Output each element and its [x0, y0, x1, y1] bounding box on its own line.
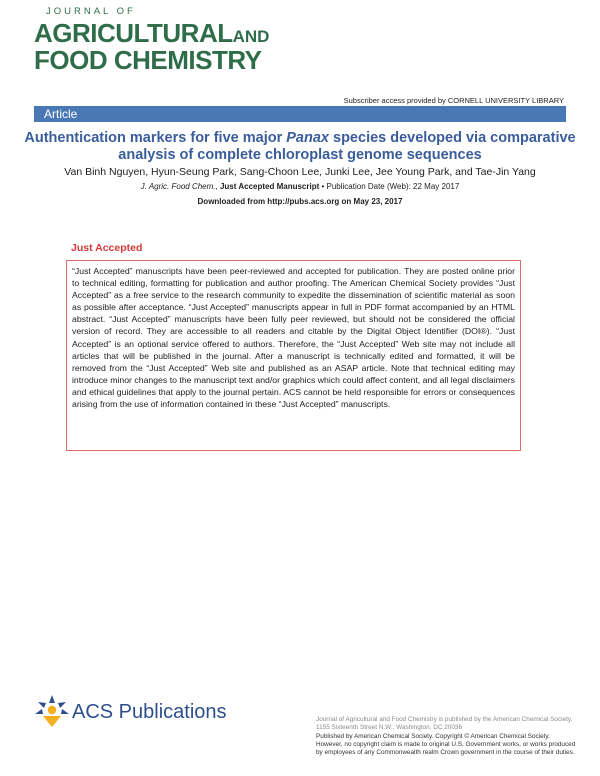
citation-journal: J. Agric. Food Chem.: [140, 182, 216, 191]
journal-small-label: JOURNAL OF: [46, 6, 136, 17]
citation-status: Just Accepted Manuscript: [219, 182, 320, 191]
acs-publications-logo-text: ACS Publications: [72, 701, 227, 723]
citation-date: Publication Date (Web): 22 May 2017: [326, 182, 460, 191]
download-notice: Downloaded from http://pubs.acs.org on May 23, 2017: [197, 197, 403, 206]
subscriber-access: Subscriber access provided by CORNELL UNIVERSITY LIBRARY: [343, 96, 564, 105]
just-accepted-heading: Just Accepted: [71, 242, 143, 254]
title-part2: species developed via comparative analysis of complete chloroplast genome sequences: [118, 130, 576, 163]
title-part1: Authentication markers for five major: [24, 130, 287, 146]
footer-copyright: Published by American Chemical Society. Copyright © American Chemical Society. However, no copyright claim is made to original U.S. Government works, or works produced by employees of any Commonwealth realm Crown government in the course of their duties.: [316, 732, 576, 757]
acs-logo-icon: [33, 694, 71, 728]
journal-title-agricultural: AGRICULTURAL: [34, 18, 233, 48]
footer-publisher-line: Journal of Agricultural and Food Chemistry is published by the American Chemical Society. 1155 Sixteenth Street N.W., Washington, DC 20036: [316, 716, 573, 732]
journal-title-line2: FOOD CHEMISTRY: [34, 45, 262, 75]
citation-line: [20, 182, 580, 191]
section-bar: [34, 106, 566, 122]
just-accepted-box: [66, 260, 521, 451]
citation-separator: ,: [215, 182, 220, 191]
section-label: Article: [44, 107, 78, 121]
citation-bullet: •: [319, 182, 327, 191]
article-title: [20, 130, 580, 164]
journal-title-and: AND: [232, 27, 270, 46]
footer-notice: [316, 716, 578, 757]
author-list: Van Binh Nguyen, Hyun-Seung Park, Sang-Choon Lee, Junki Lee, Jee Young Park, and Tae-Jin Yang: [64, 166, 536, 178]
just-accepted-body: “Just Accepted” manuscripts have been peer-reviewed and accepted for publication. They are posted online prior to technical editing, formatting for publication and author proofing. The American Chemical Society provides “Just Accepted” as a free service to the research community to expedite the dissemination of scientific material as soon as possible after acceptance. “Just Accepted” manuscripts appear in full in PDF format accompanied by an HTML abstract. “Just Accepted” manuscripts have been fully peer reviewed, but should not be considered the official version of record. They are accessible to all readers and citable by the Digital Object Identifier (DOI®). “Just Accepted” is an optional service offered to authors. Therefore, the “Just Accepted” Web site may not include all articles that will be published in the journal. After a manuscript is technically edited and formatted, it will be removed from the “Just Accepted” Web site and published as an ASAP article. Note that technical editing may introduce minor changes to the manuscript text and/or graphics which could affect content, and all legal disclaimers and ethical guidelines that apply to the journal pertain. ACS cannot be held responsible for errors or consequences arising from the use of information contained in these “Just Accepted” manuscripts.: [72, 266, 515, 410]
title-italic: Panax: [286, 130, 329, 146]
